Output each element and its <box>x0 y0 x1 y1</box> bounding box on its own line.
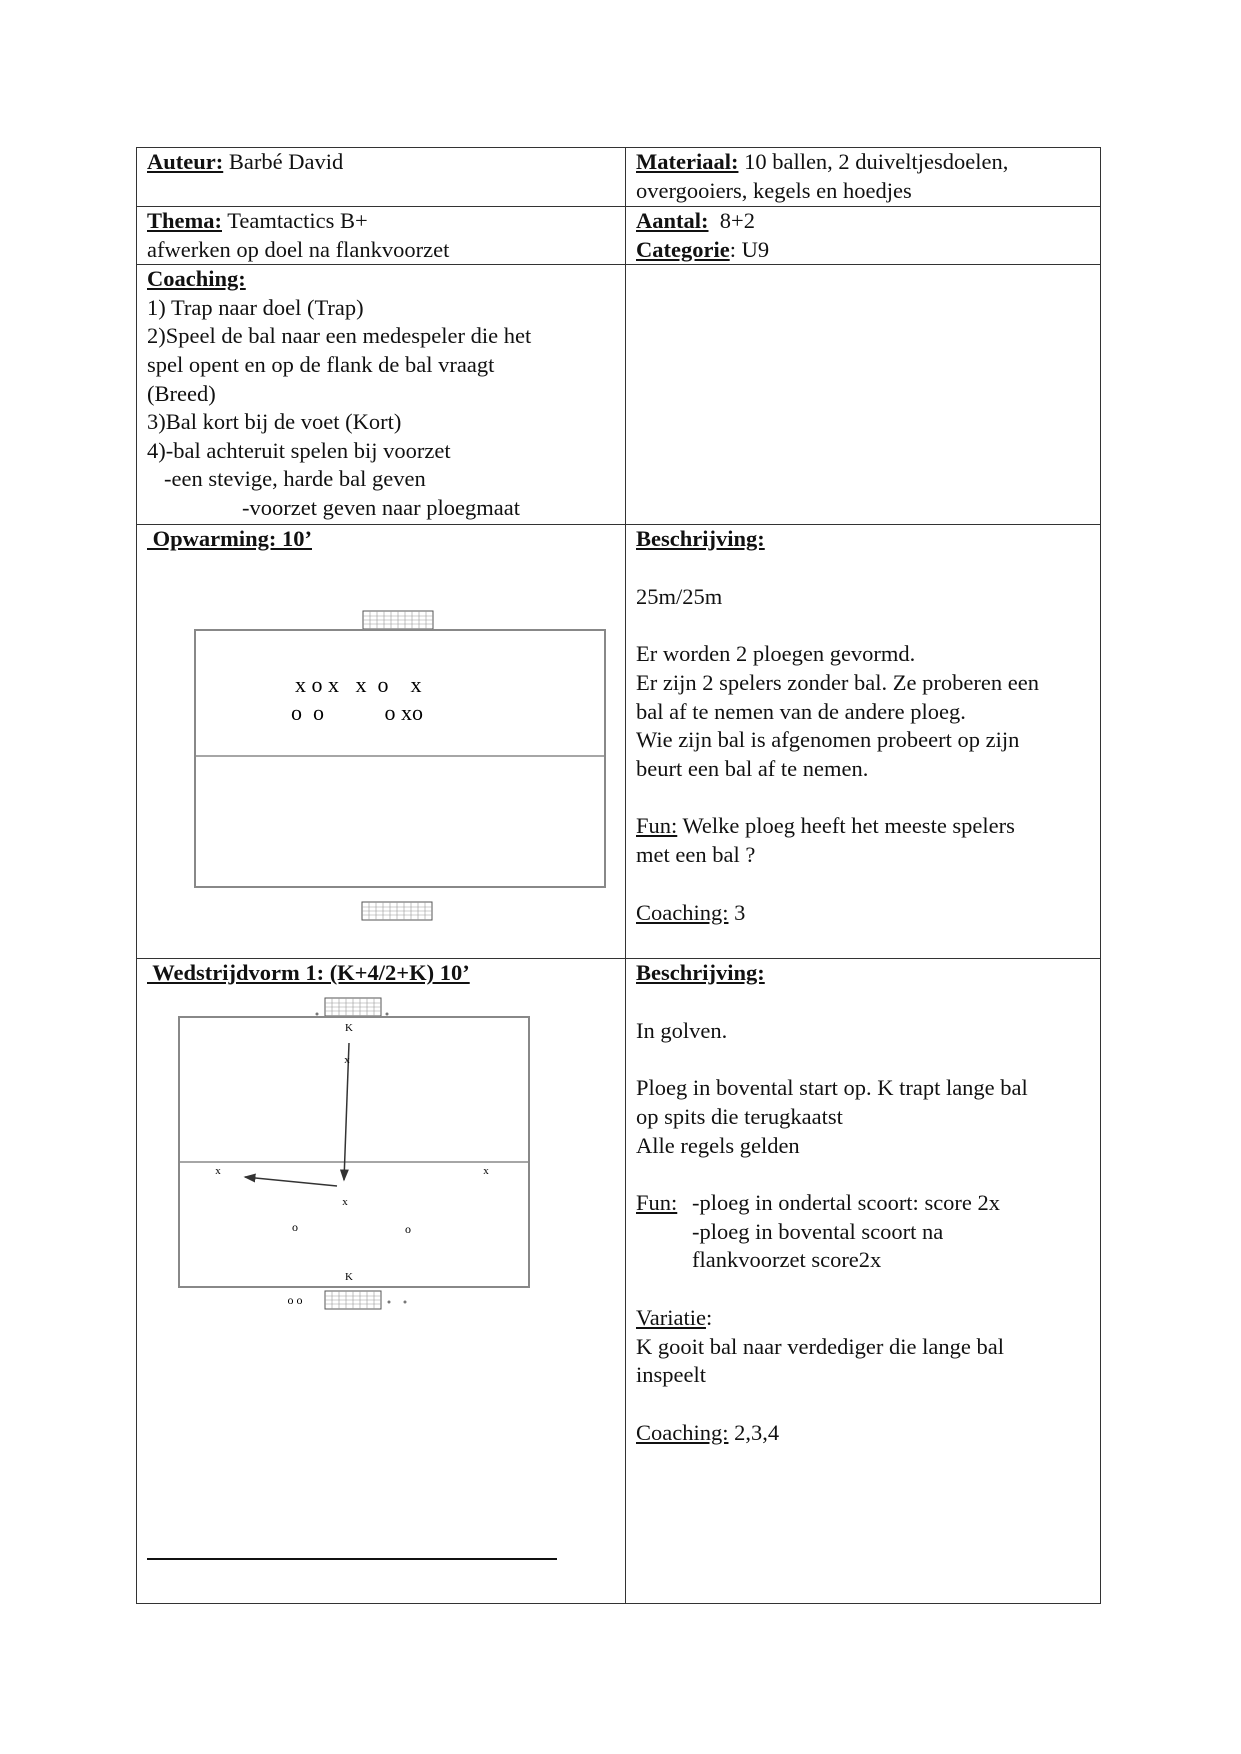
opwarming-field-svg <box>147 554 615 924</box>
wedstrijd-fun-line: flankvoorzet score2x <box>692 1247 882 1273</box>
opwarming-coaching-label: Coaching: <box>636 899 729 925</box>
wedstrijd-title: Wedstrijdvorm 1: (K+4/2+K) 10’ <box>147 960 470 986</box>
coaching-line: -voorzet geven naar ploegmaat <box>242 494 520 520</box>
thema-label: Thema: <box>147 208 222 233</box>
wedstrijd-line: Alle regels gelden <box>636 1132 800 1158</box>
coaching-line: spel opent en op de flank de bal vraagt <box>147 351 495 377</box>
aantal-cell <box>626 207 1101 265</box>
opwarming-line: bal af te nemen van de andere ploeg. <box>636 698 966 724</box>
variatie-line: K gooit bal naar verdediger die lange bal <box>636 1333 1004 1359</box>
wedstrijd-fun-line: -ploeg in bovental scoort na <box>692 1218 944 1244</box>
opwarming-cell <box>137 525 626 959</box>
wedstrijd-line: Ploeg in bovental start op. K trapt lange bal <box>636 1075 1028 1101</box>
opwarming-line: Er worden 2 ploegen gevormd. <box>636 641 916 667</box>
wedstrijd-fun-label: Fun: <box>636 1190 678 1216</box>
thema-line2: afwerken op doel na flankvoorzet <box>147 236 450 262</box>
players-row-2: o o o xo <box>291 699 423 725</box>
thema-value: Teamtactics B+ <box>222 208 368 233</box>
coaching-line: -een stevige, harde bal geven <box>164 466 426 492</box>
auteur-label: Auteur: <box>147 149 224 174</box>
opwarming-diagram <box>147 554 615 924</box>
training-sheet-table <box>136 147 1101 1604</box>
defender-left-label: o <box>292 1219 298 1234</box>
coaching-cell <box>137 265 626 525</box>
wedstrijd-cell <box>137 959 626 1604</box>
midfielder-label: x <box>342 1195 348 1208</box>
aantal-value: 8+2 <box>708 208 755 233</box>
opwarming-fun-label: Fun: <box>636 813 678 839</box>
signature-line <box>147 1558 557 1560</box>
materiaal-cell <box>626 148 1101 207</box>
categorie-label: Categorie <box>636 236 730 262</box>
coaching-line: 3)Bal kort bij de voet (Kort) <box>147 409 402 435</box>
keeper-bottom-label: K <box>345 1270 353 1283</box>
coaching-line: (Breed) <box>147 380 216 406</box>
auteur-cell <box>137 148 626 207</box>
variatie-label: Variatie <box>636 1304 706 1330</box>
opwarming-fun-text: Welke ploeg heeft het meeste spelers <box>677 813 1015 839</box>
wedstrijd-diagram <box>147 988 615 1583</box>
auteur-value: Barbé David <box>223 149 344 174</box>
opwarming-line: Er zijn 2 spelers zonder bal. Ze proberen een <box>636 669 1039 695</box>
materiaal-value: 10 ballen, 2 duiveltjesdoelen, <box>738 149 1009 174</box>
keeper-top-label: K <box>345 1021 353 1034</box>
thema-cell <box>137 207 626 265</box>
opwarming-title: Opwarming: 10’ <box>147 526 312 552</box>
opwarming-desc-label: Beschrijving: <box>636 526 765 552</box>
materiaal-label: Materiaal: <box>636 149 739 174</box>
variatie-colon: : <box>705 1304 713 1330</box>
aantal-label: Aantal: <box>636 208 709 233</box>
wedstrijd-pitch <box>179 1017 529 1287</box>
defender-right-label: o <box>405 1221 411 1236</box>
variatie-line: inspeelt <box>636 1362 706 1388</box>
empty-cell <box>626 265 1101 525</box>
wedstrijd-coaching-label: Coaching: <box>636 1419 729 1445</box>
categorie-value: : U9 <box>729 236 770 262</box>
coaching-line: 1) Trap naar doel (Trap) <box>147 294 364 320</box>
materiaal-value-line2: overgooiers, kegels en hoedjes <box>636 177 912 203</box>
opwarming-line: beurt een bal af te nemen. <box>636 755 869 781</box>
opwarming-fun-text-2: met een bal ? <box>636 841 756 867</box>
opwarming-desc-cell <box>626 525 1101 959</box>
opwarming-line: Wie zijn bal is afgenomen probeert op zijn <box>636 727 1020 753</box>
right-winger-label: x <box>483 1164 489 1177</box>
wedstrijd-coaching-value: 2,3,4 <box>728 1419 780 1445</box>
spare-balls-label: o o <box>287 1292 303 1307</box>
players-row-1: x o x x o x <box>295 671 422 697</box>
opwarming-coaching-value: 3 <box>728 899 746 925</box>
wedstrijd-desc-cell <box>626 959 1101 1604</box>
opwarming-size: 25m/25m <box>636 583 723 609</box>
wedstrijd-field-svg <box>147 988 615 1368</box>
wedstrijd-desc-label: Beschrijving: <box>636 960 765 986</box>
opwarming-pitch <box>195 630 605 887</box>
wedstrijd-fun-line: -ploeg in ondertal scoort: score 2x <box>692 1190 1001 1216</box>
coaching-line: 4)-bal achteruit spelen bij voorzet <box>147 437 451 463</box>
coaching-line: 2)Speel de bal naar een medespeler die het <box>147 323 532 349</box>
left-winger-label: x <box>215 1164 221 1177</box>
wedstrijd-fun <box>636 1189 1090 1275</box>
wedstrijd-line: op spits die terugkaatst <box>636 1103 843 1129</box>
coaching-label: Coaching: <box>147 266 246 292</box>
wedstrijd-intro: In golven. <box>636 1017 728 1043</box>
striker-label: x <box>344 1053 350 1066</box>
